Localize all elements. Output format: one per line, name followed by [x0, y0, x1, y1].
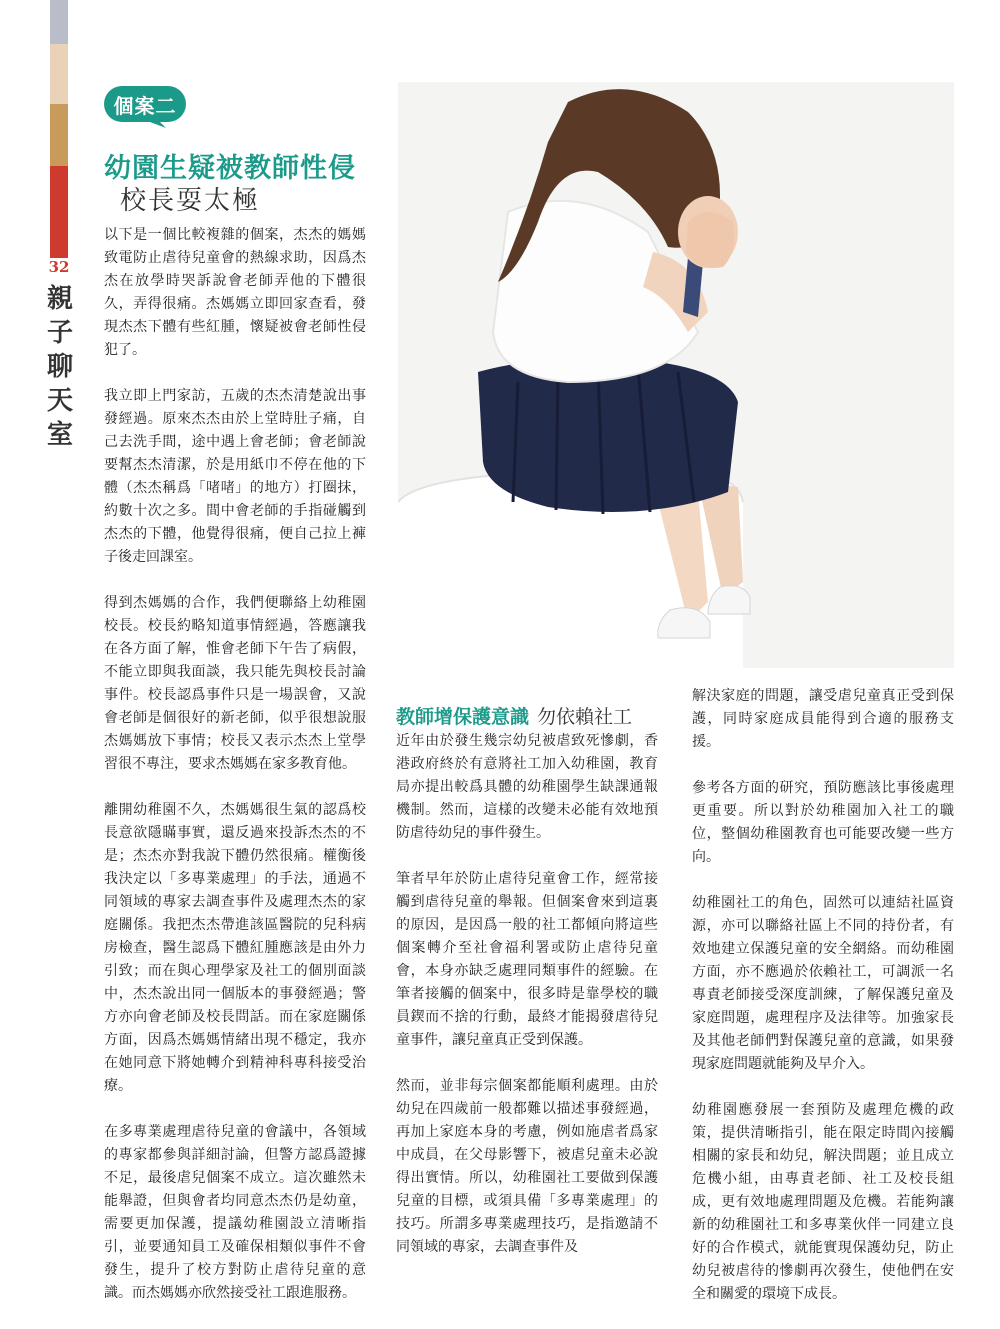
- column-title-char: 室: [46, 420, 73, 450]
- paragraph: 在多專業處理虐待兒童的會議中，各領域的專家都參與詳細討論，但警方認爲證據不足，最後虐兒個案不成立。這次雖然未能舉證，但與會者均同意杰杰仍是幼童，需要更加保護，提議幼稚園設立清晰指引，並要通知員工及確保相類似事件不會發生，提升了校方對防止虐待兒童的意識。而杰媽媽亦欣然接受社工跟進服務。: [104, 1124, 366, 1301]
- article-photo: [398, 82, 954, 668]
- color-strip-beige: [50, 44, 68, 104]
- color-strip-red: [50, 166, 68, 258]
- case-badge-label: 個案二: [113, 94, 177, 118]
- column-title: [40, 282, 80, 452]
- case-badge: [102, 84, 188, 128]
- article-column-3: [692, 685, 954, 1329]
- paragraph: 離開幼稚園不久，杰媽媽很生氣的認爲校長意欲隱瞞事實，還反過來投訴杰杰的不是；杰杰亦對我說下體仍然很痛。權衡後我決定以「多專業處理」的手法，通過不同領域的專家去調查事件及處理杰杰的家庭關係。我把杰杰帶進該區醫院的兒科病房檢查，醫生認爲下體紅腫應該是由外力引致；而在與心理學家及社工的個別面談中，杰杰說出同一個版本的事發經過；警方亦向會老師及校長問話。而在家庭關係方面，因爲杰媽媽情緒出現不穩定，我亦在她同意下將她轉介到精神科專科接受治療。: [104, 802, 366, 1094]
- color-strip-tan: [50, 104, 68, 166]
- article-column-2: [396, 730, 658, 1282]
- column-title-char: 聊: [46, 352, 73, 382]
- paragraph: 參考各方面的研究，預防應該比事後處理更重要。所以對於幼稚園加入社工的職位，整個幼稚園教育也可能要改變一些方向。: [692, 780, 954, 865]
- page-number: 32: [48, 258, 70, 276]
- paragraph: 以下是一個比較複雜的個案，杰杰的媽媽致電防止虐待兒童會的熱線求助，因爲杰杰在放學時哭訴說會老師弄他的下體很久，弄得很痛。杰媽媽立即回家查看，發現杰杰下體有些紅腫，懷疑被會老師性侵犯了。: [104, 227, 366, 358]
- section-heading-light: 勿依賴社工: [537, 706, 633, 728]
- paragraph: 近年由於發生幾宗幼兒被虐致死慘劇，香港政府終於有意將社工加入幼稚園，教育局亦提出較爲具體的幼稚園學生缺課通報機制。然而，這樣的改變未必能有效地預防虐待幼兒的事件發生。: [396, 733, 658, 841]
- paragraph: 我立即上門家訪，五歲的杰杰清楚說出事發經過。原來杰杰由於上堂時肚子痛，自己去洗手間，途中遇上會老師；會老師說要幫杰杰清潔，於是用紙巾不停在他的下體（杰杰稱爲「啫啫」的地方）打圈抹，約數十次之多。間中會老師的手指碰觸到杰杰的下體，他覺得很痛，便自己拉上褲子後走回課室。: [104, 388, 366, 565]
- paragraph: 然而，並非每宗個案都能順利處理。由於幼兒在四歲前一般都難以描述事發經過，再加上家庭本身的考慮，例如施虐者爲家中成員，在父母影響下，被虐兒童未必說得出實情。所以，幼稚園社工要做到保護兒童的目標，或須具備「多專業處理」的技巧。所謂多專業處理技巧，是指邀請不同領域的專家，去調查事件及: [396, 1078, 658, 1255]
- headline-sub: 校長耍太極: [120, 186, 261, 216]
- column-title-char: 親: [46, 284, 73, 314]
- color-strip-gray: [50, 0, 68, 44]
- crying-girl-illustration: [398, 82, 954, 668]
- paragraph: 解決家庭的問題，讓受虐兒童真正受到保護，同時家庭成員能得到合適的服務支援。: [692, 688, 954, 750]
- section-heading-bold: 教師增保護意識: [396, 706, 530, 728]
- section-heading: [396, 702, 676, 729]
- column-title-char: 子: [46, 318, 73, 348]
- article-column-1: [104, 224, 366, 1328]
- column-title-char: 天: [46, 386, 73, 416]
- paragraph: 得到杰媽媽的合作，我們便聯絡上幼稚園校長。校長約略知道事情經過，答應讓我在各方面了解，惟會老師下午告了病假，不能立即與我面談，我只能先與校長討論事件。校長認爲事件只是一場誤會，又說會老師是個很好的新老師，似乎很想說服杰媽媽放下事情；校長又表示杰杰上堂學習很不專注，要求杰媽媽在家多教育他。: [104, 595, 366, 772]
- paragraph: 筆者早年於防止虐待兒童會工作，經常接觸到虐待兒童的舉報。但個案會來到這裏的原因，是因爲一般的社工都傾向將這些個案轉介至社會福利署或防止虐待兒童會，本身亦缺乏處理同類事件的經驗。在筆者接觸的個案中，很多時是靠學校的職員鍥而不捨的行動，最終才能揭發虐待兒童事件，讓兒童真正受到保護。: [396, 871, 658, 1048]
- paragraph: 幼稚園應發展一套預防及處理危機的政策，提供清晰指引，能在限定時間內接觸相關的家長和幼兒，解決問題；並且成立危機小組，由專責老師、社工及校長組成，更有效地處理問題及危機。若能夠讓新的幼稚園社工和多專業伙伴一同建立良好的合作模式，就能實現保護幼兒，防止幼兒被虐待的慘劇再次發生，使他們在安全和關愛的環境下成長。: [692, 1102, 954, 1302]
- paragraph: 幼稚園社工的角色，固然可以連結社區資源，亦可以聯絡社區上不同的持份者，有效地建立保護兒童的安全網絡。而幼稚園方面，亦不應過於依賴社工，可調派一名專責老師接受深度訓練，了解保護兒童及家庭問題，處理程序及法律等。加強家長及其他老師們對保護兒童的意識，如果發現家庭問題就能夠及早介入。: [692, 895, 954, 1072]
- headline-main: 幼園生疑被教師性侵: [104, 153, 356, 184]
